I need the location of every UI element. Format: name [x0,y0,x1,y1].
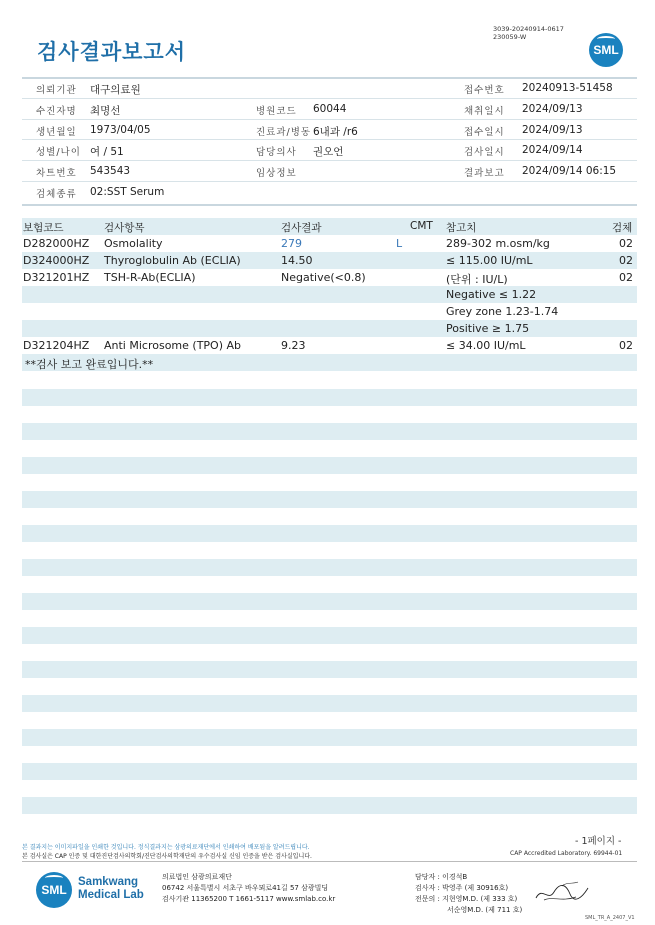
info-row [22,99,637,120]
info-row [22,140,637,161]
info-value: 2024/09/13 [522,123,583,136]
empty-row [22,593,637,610]
brand-name [78,876,144,902]
info-label: 의뢰기관 [36,85,77,96]
cell-item: TSH-R-Ab(ECLIA) [104,271,196,284]
info-row [22,161,637,182]
logo-text: SML [593,43,619,57]
logo-text: SML [41,883,67,897]
info-label: 검체종류 [36,188,77,200]
empty-row [22,661,637,678]
info-row [22,182,637,203]
staff-line: 검사자 : 박영주 (제 30916호) [415,884,509,892]
page-number: - 1페이지 - [575,836,622,847]
info-label: 담당의사 [256,147,297,159]
sml-logo-icon [36,872,72,908]
header-ref: 참고치 [446,222,477,234]
notice-line-1: 본 결과지는 이미지파일을 인쇄한 것입니다. 정식결과지는 삼광의료재단에서 인쇄하여 배포됨을 알려드립니다. [22,844,310,851]
table-row [22,252,637,269]
cell-specimen: 02 [619,339,633,352]
cell-code: D321204HZ [23,339,90,352]
empty-row [22,729,637,746]
header-item: 검사항목 [104,222,145,234]
info-label: 접수번호 [464,85,505,96]
info-bottom-border [22,204,637,206]
empty-row [22,525,637,542]
brand-line-1: Samkwang [78,876,139,888]
info-value: 20240913-51458 [522,82,613,94]
info-value: 2024/09/13 [522,102,583,115]
footer-address [162,872,335,905]
table-row [22,320,637,337]
staff-line: 서순영M.D. (제 711 호) [447,906,523,914]
empty-row [22,559,637,576]
cell-ref: ≤ 115.00 IU/mL [446,254,533,267]
patient-info [22,78,637,203]
cell-ref: ≤ 34.00 IU/mL [446,339,526,352]
cell-code: D282000HZ [23,237,90,250]
report-id-line-1: 3039-20240914-0617 [493,25,564,33]
info-label: 진료과/병동 [256,126,312,138]
footer-divider [22,861,637,862]
cell-ref: Positive ≥ 1.75 [446,322,530,335]
empty-row [22,423,637,440]
info-label: 검사일시 [464,147,505,159]
empty-row [22,627,637,644]
empty-row [22,763,637,780]
table-row [22,286,637,303]
completion-note: **검사 보고 완료입니다.** [25,358,154,371]
info-label: 병원코드 [256,105,297,117]
info-label: 차트번호 [36,168,77,180]
cell-result: 9.23 [281,339,306,352]
info-label: 채취일시 [464,105,505,117]
info-value: 여 / 51 [90,146,124,159]
info-label: 결과보고 [464,168,505,180]
info-value: 대구의료원 [90,84,141,96]
empty-row [22,389,637,406]
staff-line: 담당자 : 이경석B [415,873,468,881]
cell-ref: Grey zone 1.23-1.74 [446,305,559,318]
report-id [493,25,564,41]
cell-specimen: 02 [619,237,633,250]
info-value: 1973/04/05 [90,123,151,136]
table-row [22,235,637,252]
info-value: 2024/09/14 06:15 [522,165,617,178]
info-row [22,78,637,99]
info-value: 2024/09/14 [522,144,583,157]
address-line: 06742 서울특별시 서초구 바우뫼로41길 57 삼광빌딩 [162,884,329,892]
empty-row [22,457,637,474]
cell-specimen: 02 [619,271,633,284]
form-number: SML_TR_A_2407_V1 [585,915,635,921]
info-value: 02:SST Serum [90,185,165,198]
cell-specimen: 02 [619,254,633,267]
empty-rows [22,389,637,831]
info-row [22,120,637,141]
cell-cmt: L [396,237,403,250]
cell-item: Anti Microsome (TPO) Ab [104,339,242,352]
brand-line-2: Medical Lab [78,889,144,901]
info-value: 최명선 [90,104,121,117]
table-row [22,269,637,286]
info-label: 접수일시 [464,126,505,138]
info-value: 543543 [90,165,131,178]
info-value: 권오언 [313,146,344,159]
cell-result: 279 [281,237,302,250]
info-label: 성별/나이 [36,147,81,159]
info-value: 6내과 /r6 [313,125,358,138]
header-code: 보험코드 [23,222,64,234]
page-title: 검사결과보고서 [37,40,187,64]
info-label: 임상정보 [256,168,297,180]
cell-item: Thyroglobulin Ab (ECLIA) [104,254,241,267]
cell-code: D321201HZ [23,271,90,284]
info-label: 수진자명 [36,105,77,117]
notice-line-2: 본 검사실은 CAP 인증 및 대한진단검사의학회/진단검사의학재단의 우수검사실 신임 인증을 받은 검사실입니다. [22,853,312,860]
cap-accreditation: CAP Accredited Laboratory. 69944-01 [510,850,623,857]
header-specimen: 검체 [612,222,633,234]
signature-icon [532,880,592,906]
info-value: 60044 [313,102,347,115]
cell-result: Negative(<0.8) [281,271,366,284]
table-row [22,337,637,354]
table-row [22,303,637,320]
address-line: 의료법인 삼광의료재단 [162,873,232,881]
empty-row [22,491,637,508]
report-id-line-2: 230059-W [493,33,527,41]
cell-ref: 289-302 m.osm/kg [446,237,550,250]
empty-row [22,797,637,814]
sml-logo-icon [589,33,623,67]
info-label: 생년월일 [36,126,77,138]
cell-result: 14.50 [281,254,313,267]
empty-row [22,695,637,712]
cell-ref: (단위 : IU/L) [446,273,508,286]
header-cmt: CMT [410,220,433,232]
cell-ref: Negative ≤ 1.22 [446,288,537,301]
header-result: 검사결과 [281,222,322,234]
notice [22,843,312,861]
cell-item: Osmolality [104,237,163,250]
table-header [22,218,637,235]
footer-staff [415,872,522,916]
staff-line: 전문의 : 지현영M.D. (제 333 호) [415,895,518,903]
results-table [22,218,637,371]
address-line: 검사기관 11365200 T 1661-5117 www.smlab.co.kr [162,895,336,903]
completion-row [22,354,637,371]
cell-code: D324000HZ [23,254,90,267]
